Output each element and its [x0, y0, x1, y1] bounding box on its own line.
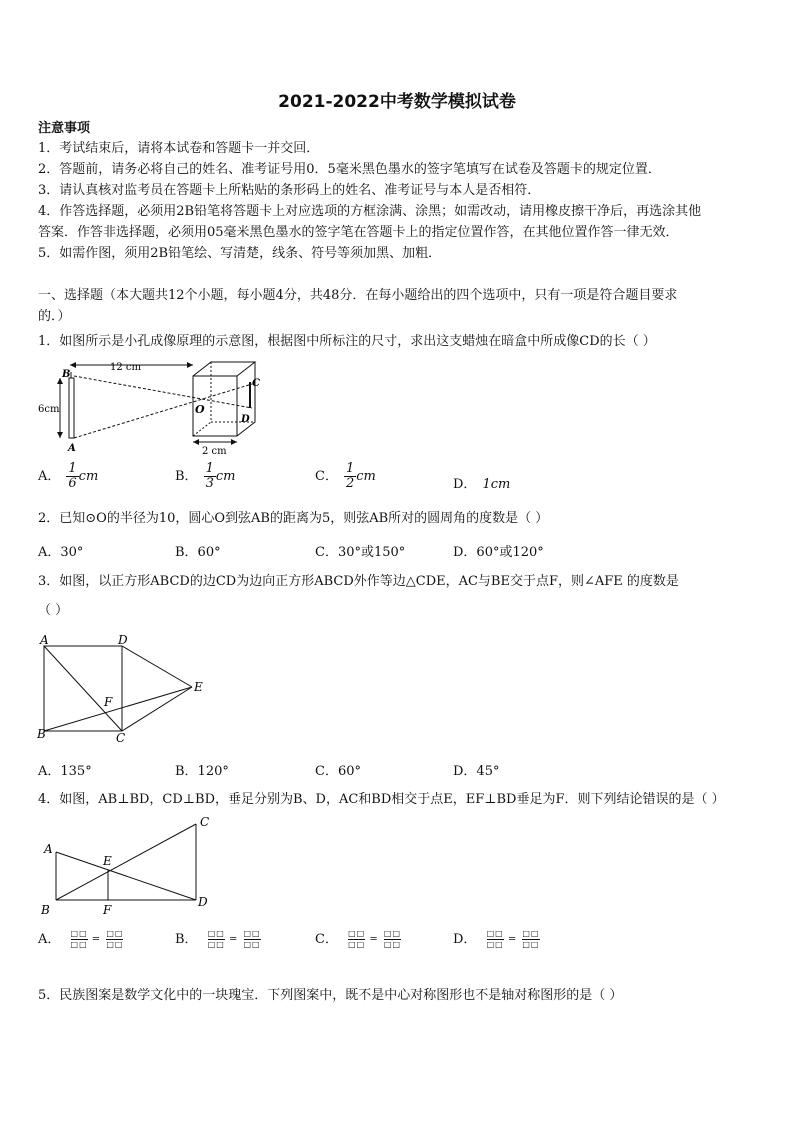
question-4-text: 4．如图，AB⊥BD，CD⊥BD，垂足分别为B、D，AC和BD相交于点E，EF⊥BD垂足为F．则下列结论错误的是（ ） [38, 792, 725, 807]
q4-option-a[interactable] [38, 928, 123, 950]
notice-item-4: 4．作答选择题，必须用2B铅笔将答题卡上对应选项的方框涂满、涂黑；如需改动，请用橡皮擦干净后，再选涂其他 [38, 204, 702, 219]
q4-option-b-lhs: □□ □□ [207, 929, 225, 949]
q3-label-C: C [116, 731, 126, 745]
q1-option-d-value: 1cm [482, 477, 511, 492]
q1-label-2cm: 2 cm [202, 446, 227, 457]
q1-option-a-fraction: $\frac{1}{6}$ [68, 461, 77, 491]
question-2-text: 2．已知⊙O的半径为10，圆心O到弦AB的距离为5，则弦AB所对的圆周角的度数是（ ） [38, 511, 549, 526]
q1-label-D: D [241, 414, 250, 425]
q4-option-c[interactable] [315, 928, 401, 950]
q4-option-a-lhs: □□ □□ [70, 929, 88, 949]
notice-item-3: 3．请认真核对监考员在答题卡上所粘贴的条形码上的姓名、准考证号与本人是否相符． [38, 183, 541, 198]
q1-option-b-fraction: $\frac{1}{3}$ [205, 461, 214, 491]
question-5-text: 5．民族图案是数学文化中的一块瑰宝．下列图案中，既不是中心对称图形也不是轴对称图形的是（ ） [38, 988, 623, 1003]
q3-option-c[interactable]: C．60° [315, 764, 361, 779]
question-3-text: 3．如图，以正方形ABCD的边CD为边向正方形ABCD外作等边△CDE，AC与BE交于点F，则∠AFE 的度数是 [38, 574, 679, 589]
q3-label-A: A [40, 633, 49, 647]
q4-option-b[interactable] [175, 928, 261, 950]
q1-option-b-unit: cm [215, 469, 236, 484]
q1-option-c[interactable] [315, 462, 376, 491]
q2-option-c[interactable]: C．30°或150° [315, 545, 406, 560]
q4-option-d-rhs: □□ □□ [522, 929, 540, 949]
q4-label-E: E [103, 854, 112, 868]
q1-option-a-label: A． [38, 469, 61, 484]
q1-option-a[interactable] [38, 462, 98, 491]
q4-label-C: C [200, 815, 210, 829]
q1-label-C: C [252, 378, 260, 389]
q4-option-a-rhs: □□ □□ [106, 929, 124, 949]
q1-option-d[interactable] [453, 473, 510, 492]
q4-option-b-eq: = [228, 934, 238, 945]
q1-label-12cm: 12 cm [110, 362, 141, 373]
q4-option-d[interactable] [453, 928, 540, 950]
q4-option-d-label: D． [453, 932, 477, 947]
q3-option-b[interactable]: B．120° [175, 764, 229, 779]
q1-label-O: O [195, 403, 205, 416]
question-1-text: 1．如图所示是小孔成像原理的示意图，根据图中所标注的尺寸，求出这支蜡烛在暗盒中所成像CD的长（ ） [38, 334, 656, 349]
q1-option-c-fraction: $\frac{1}{2}$ [345, 461, 355, 491]
notice-item-5: 5．如需作图，须用2B铅笔绘、写清楚，线条、符号等须加黑、加粗． [38, 246, 442, 261]
q1-label-B: B [62, 369, 71, 380]
q2-option-b[interactable]: B．60° [175, 545, 221, 560]
notice-item-2: 2．答题前，请务必将自己的姓名、准考证号用0．5毫米黑色墨水的签字笔填写在试卷及答题卡的规定位置． [38, 162, 661, 177]
q3-option-d[interactable]: D．45° [453, 764, 500, 779]
q1-option-b[interactable] [175, 462, 235, 491]
q4-option-c-lhs: □□ □□ [348, 929, 366, 949]
q1-option-a-unit: cm [78, 469, 99, 484]
notice-item-1: 1．考试结束后，请将本试卷和答题卡一并交回． [38, 141, 320, 156]
q2-option-a[interactable]: A．30° [38, 545, 84, 560]
exam-title: 2021-2022中考数学模拟试卷 [278, 92, 516, 112]
q4-label-D: D [198, 895, 208, 909]
q3-label-B: B [37, 727, 46, 741]
q3-square-triangle-figure [36, 632, 212, 746]
q3-label-D: D [118, 633, 128, 647]
section-heading: 一、选择题（本大题共12个小题，每小题4分，共48分．在每小题给出的四个选项中，只有一项是符合题目要求 [38, 288, 678, 303]
q1-option-b-label: B． [175, 469, 198, 484]
q1-label-6cm: 6cm [38, 404, 60, 415]
q4-option-c-rhs: □□ □□ [383, 929, 402, 949]
q4-label-B: B [41, 903, 50, 917]
q4-option-d-eq: = [507, 934, 517, 945]
q3-label-E: E [194, 680, 203, 694]
q4-option-c-label: C． [315, 932, 338, 947]
notice-heading: 注意事项 [38, 121, 91, 136]
q2-option-d[interactable]: D．60°或120° [453, 545, 544, 560]
q1-option-d-label: D． [453, 477, 477, 492]
notice-item-4-cont: 答案．作答非选择题，必须用05毫米黑色墨水的签字笔在答题卡上的指定位置作答，在其他位置作答一律无效． [38, 225, 679, 240]
q4-label-A: A [44, 842, 53, 856]
section-heading-cont: 的．） [38, 309, 71, 324]
q4-option-d-lhs: □□ □□ [486, 929, 504, 949]
q4-option-b-label: B． [175, 932, 198, 947]
q3-label-F: F [104, 695, 113, 709]
q1-label-A: A [68, 443, 76, 454]
q4-label-F: F [103, 903, 112, 917]
q4-option-b-rhs: □□ □□ [243, 929, 261, 949]
q1-pinhole-figure [38, 356, 278, 458]
question-3-text-cont: （ ） [38, 603, 69, 618]
q4-option-a-eq: = [91, 934, 101, 945]
q4-option-c-eq: = [369, 934, 378, 945]
q1-option-c-label: C． [315, 469, 338, 484]
q4-option-a-label: A． [38, 932, 61, 947]
q4-perpendicular-figure [36, 812, 222, 920]
q1-option-c-unit: cm [356, 469, 376, 484]
q3-option-a[interactable]: A．135° [38, 764, 92, 779]
